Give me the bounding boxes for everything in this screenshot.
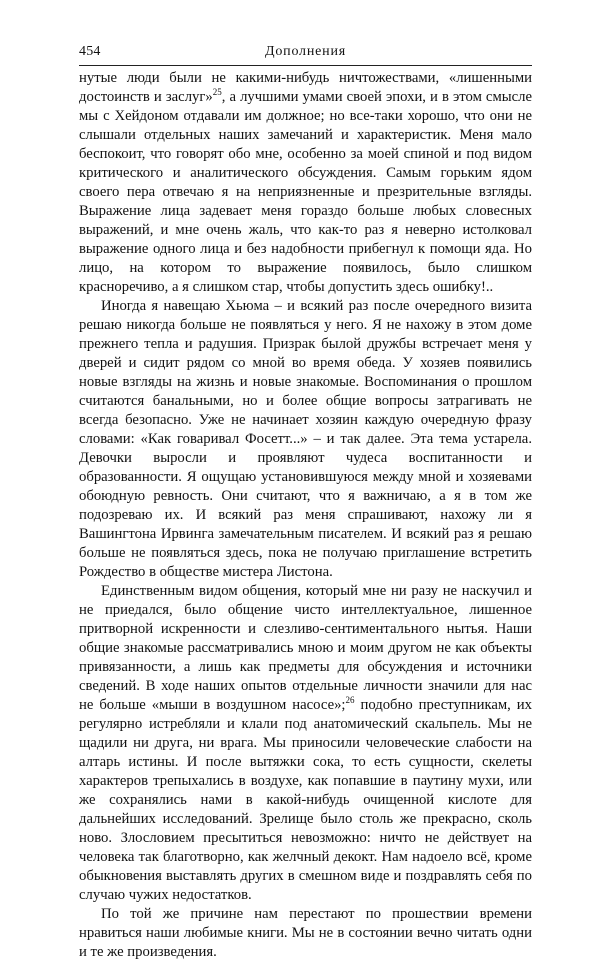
body-text (79, 69, 532, 962)
paragraph-2: Иногда я навещаю Хьюма – и всякий раз после очередного визита решаю никогда больше не появляться у него. Я не нахожу в этом доме прежнего тепла и радушия. Призрак былой дружбы встречает меня у дверей и сидит рядом со мной во время обеда. У хозяев появились новые взгляды на жизнь и новые знакомые. Воспоминания о прошлом считаются банальными, но и более общие вопросы затрагивать не всегда безопасно. Уже не начинает хозяин каждую очередную фразу словами: «Как говаривал Фосетт...» – и так далее. Эта тема устарела. Девочки выросли и проявляют чудеса воспитанности и образованности. Я ощущаю установившуюся между мной и хозяевами обоюдную ревность. Они считают, что я важничаю, а я в том же подозреваю их. И всякий раз меня спрашивают, нахожу ли я Вашингтона Ирвинга замечательным писателем. И всякий раз я решаю больше не появляться здесь, пока не получаю приглашение встретить Рождество в обществе мистера Листона. (79, 298, 532, 580)
paragraph-4: По той же причине нам перестают по прошествии времени нравиться наши любимые книги. Мы не в состоянии вечно читать одни и те же произведения. (79, 906, 532, 960)
footnote-ref-26: 26 (345, 695, 355, 706)
footnote-ref-25: 25 (212, 87, 222, 98)
page-header (79, 44, 532, 64)
paragraph-1: нутые люди были не какими-нибудь ничтожествами, «лишенными достоинств и заслуг»$^{25}$, а лучшими умами своей эпохи, и в этом смысле мы с Хейдоном отдавали им должное; но все-таки хорошо, что они не слышали отдельных наших замечаний и характеристик. Меня мало беспокоит, что говорят обо мне, особенно за моей спиной и под видом критического и аналитического обсуждения. Самым горьким ядом своего пера отвечаю я на неприязненные и презрительные взгляды. Выражение лица задевает меня гораздо больше любых словесных выражений, и мне очень жаль, что как-то раз я неверно истолковал выражение одного лица и без надобности прибегнул к помощи яда. Но лицо, на котором то выражение появилось, было слишком красноречиво, а я слишком стар, чтобы допустить здесь ошибку!.. (79, 70, 532, 295)
running-title: Дополнения (265, 44, 346, 59)
paragraph-3: Единственным видом общения, который мне ни разу не наскучил и не приедался, было общение чисто интеллектуальное, лишенное притворной искренности и слезливо-сентиментального нытья. Наши общие знакомые рассматривались мною и моим другом не как объекты привязанности, а лишь как предметы для обсуждения и источники сведений. В ходе наших опытов отдельные личности значили для нас не больше «мыши в воздушном насосе»;$^{26}$ подобно преступникам, их регулярно истребляли и клали под анатомический скальпель. Мы не щадили ни друга, ни врага. Мы приносили человеческие слабости на алтарь истины. И после вытяжки сока, то есть сущности, скелеты характеров трепыхались в воздухе, как попавшие в паутину мухи, или же сохранялись нами в какой-нибудь очищенной кислоте для дальнейших исследований. Зрелище было столь же прекрасно, сколь ново. Злословием пресытиться невозможно: ничто не действует на человека так благотворно, как желчный декокт. Нам надоело всё, кроме обыкновения выставлять других в смешном виде и поздравлять себя по случаю чужих недостатков. (79, 583, 532, 903)
page-number: 454 (79, 44, 101, 59)
header-rule (79, 65, 532, 66)
